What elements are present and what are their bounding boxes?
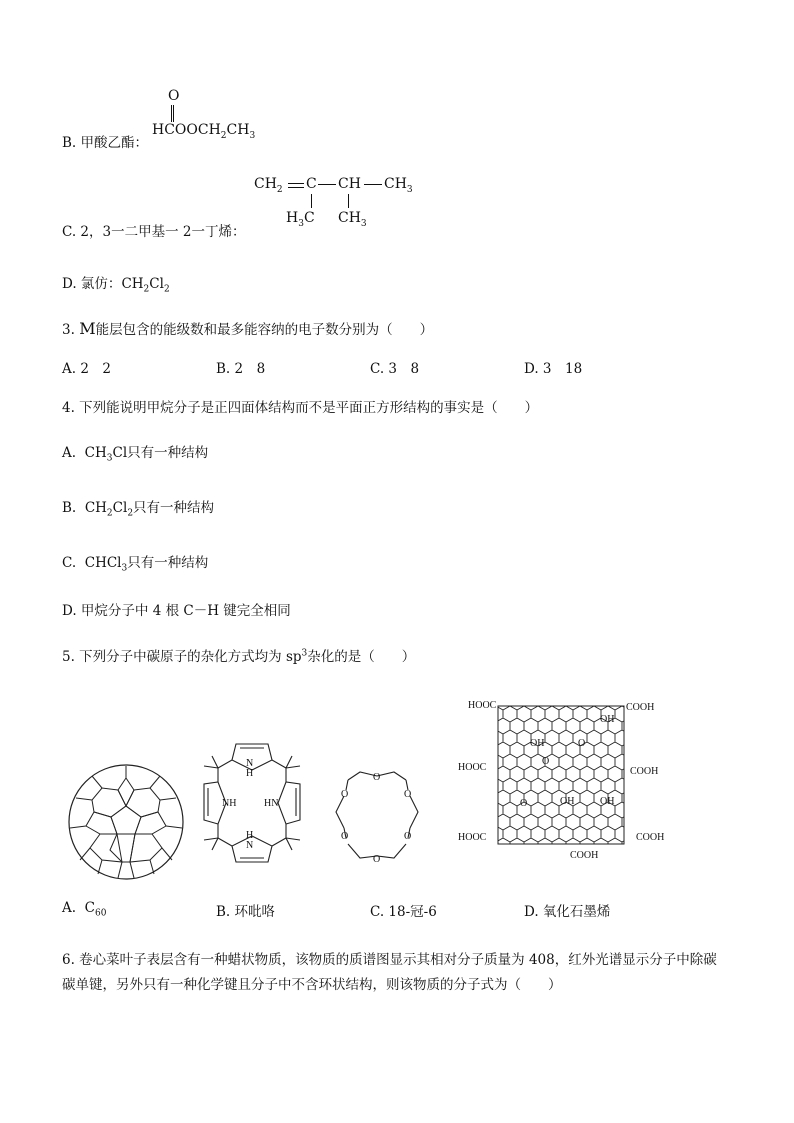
go-o-1: O <box>542 756 550 767</box>
q2-option-d: D. 氯仿：$CH_2Cl_2$ <box>62 276 170 295</box>
q4-option-c: C. CHCl$_3$只有一种结构 <box>62 555 209 574</box>
q4-option-b: B. $CH_2Cl_2$只有一种结构 <box>62 500 215 519</box>
ch3-bottom: $CH_3$ <box>338 210 367 229</box>
q3-option-a: A. 2 2 <box>62 361 112 377</box>
porphyrin-nh-left: NH <box>222 798 237 809</box>
porphyrin-n-top: N <box>246 758 254 769</box>
porphyrin-n-bottom: N <box>246 840 254 851</box>
q3-option-c: C. 3 8 <box>370 361 420 377</box>
porphyrin-h-top: H <box>246 768 254 779</box>
go-hooc-top-left: HOOC <box>468 700 497 711</box>
crown-o-3: O <box>341 831 349 842</box>
go-oh-4: OH <box>600 796 615 807</box>
porphyrin-hn-right: HN <box>264 798 279 809</box>
crown-o-6: O <box>373 854 381 864</box>
q3-option-b: B. 2 8 <box>216 361 266 377</box>
q5-option-c: C. 18-冠-6 <box>370 904 437 920</box>
c60-fullerene-image <box>66 762 186 882</box>
go-hooc-bottom-left: HOOC <box>458 832 487 843</box>
vertical-bond-1 <box>311 194 312 208</box>
h3c-group: $H_3C$ <box>286 210 315 229</box>
go-o-2: O <box>578 738 586 749</box>
q4-option-a: A. $CH_3Cl$只有一种结构 <box>62 445 209 464</box>
carbonyl-oxygen: O <box>168 88 180 104</box>
ch-group: CH <box>338 176 361 192</box>
q5-stem: 5. 下列分子中碳原子的杂化方式均为 $sp^3$杂化的是（ ） <box>62 648 416 665</box>
vertical-bond-2 <box>348 194 349 208</box>
porphyrin-structure-image <box>196 736 308 870</box>
single-bond-2 <box>364 184 382 185</box>
go-oh-2: OH <box>530 738 545 749</box>
q3-stem: 3. M能层包含的能级数和最多能容纳的电子数分别为（ ） <box>62 319 434 338</box>
double-bond <box>288 183 304 188</box>
q5-option-d: D. 氧化石墨烯 <box>524 904 611 920</box>
go-cooh-mid-right: COOH <box>630 766 659 777</box>
crown-ether-structure-image <box>330 768 424 864</box>
dimethylbutene-structure <box>252 172 432 232</box>
q5-option-a: A. $C_{60}$ <box>62 900 107 919</box>
go-cooh-bottom: COOH <box>570 850 599 861</box>
go-cooh-bottom-right: COOH <box>636 832 665 843</box>
central-carbon: C <box>306 176 317 192</box>
ethyl-formate-formula: $HCOOCH_2CH_3$ <box>152 122 256 141</box>
go-oh-3: OH <box>560 796 575 807</box>
go-oh-1: OH <box>600 714 615 725</box>
q5-option-b: B. 环吡咯 <box>216 904 276 920</box>
carbonyl-double-bond <box>171 105 174 122</box>
crown-o-1: O <box>341 789 349 800</box>
q3-option-d: D. 3 18 <box>524 361 583 377</box>
q2-option-c-label: C. 2，3一二甲基一 2一丁烯： <box>62 224 246 240</box>
ch2-group: $CH_2$ <box>254 176 283 195</box>
q6-stem-line2: 碳单键，另外只有一种化学键且分子中不含环状结构，则该物质的分子式为（ ） <box>62 977 562 993</box>
go-cooh-top-right: COOH <box>626 702 655 713</box>
ch3-right: $CH_3$ <box>384 176 413 195</box>
q4-stem: 4. 下列能说明甲烷分子是正四面体结构而不是平面正方形结构的事实是（ ） <box>62 400 539 416</box>
q2-option-b-label: B. 甲酸乙酯： <box>62 135 149 151</box>
q6-stem-line1: 6. 卷心菜叶子表层含有一种蜡状物质，该物质的质谱图显示其相对分子质量为 408，红外光谱显示分子中除碳 <box>62 952 717 968</box>
porphyrin-h-bottom: H <box>246 830 254 841</box>
crown-o-4: O <box>404 831 412 842</box>
crown-o-5: O <box>373 772 381 783</box>
crown-o-2: O <box>404 789 412 800</box>
go-o-3: O <box>520 798 528 809</box>
graphene-oxide-structure-image <box>454 694 666 864</box>
go-hooc-mid-left: HOOC <box>458 762 487 773</box>
ethyl-formate-structure <box>152 88 272 148</box>
single-bond-1 <box>318 184 336 185</box>
q4-option-d: D. 甲烷分子中 4 根 C－H 键完全相同 <box>62 603 291 619</box>
